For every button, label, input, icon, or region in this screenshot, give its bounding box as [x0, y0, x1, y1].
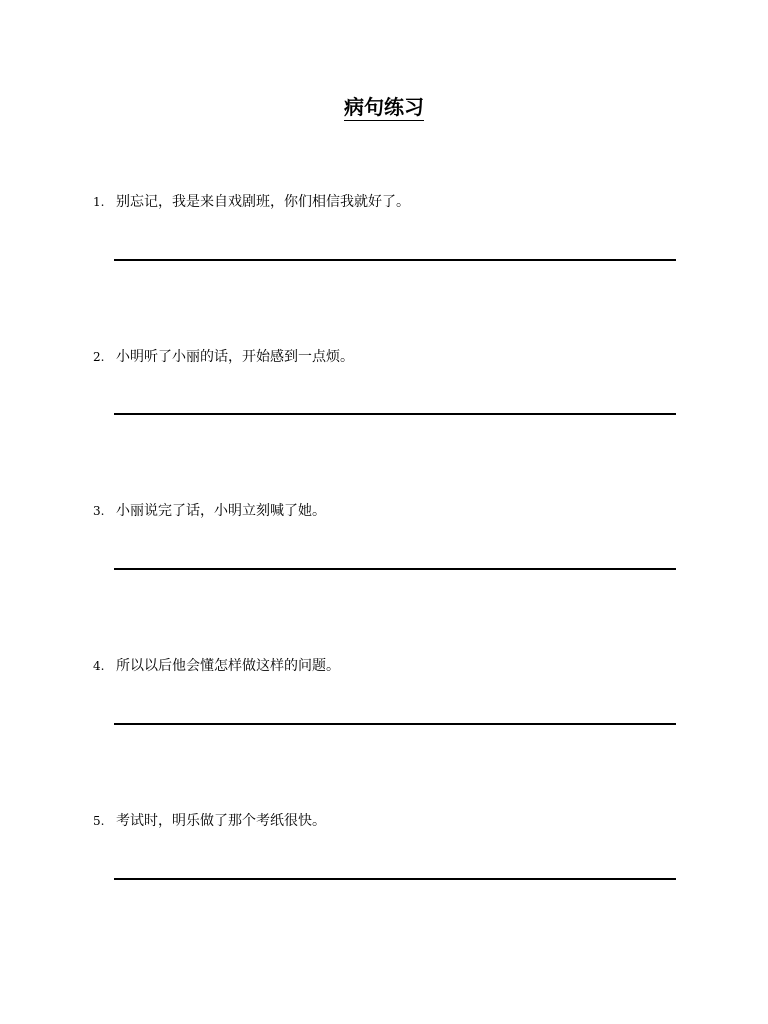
answer-line[interactable] [114, 413, 676, 415]
question-text: 小明听了小丽的话，开始感到一点烦。 [116, 349, 354, 365]
answer-line[interactable] [114, 878, 676, 880]
question-text: 考试时，明乐做了那个考纸很快。 [116, 813, 326, 829]
worksheet-title-text: 病句练习 [344, 95, 424, 119]
question-item-3 [0, 502, 768, 582]
answer-line[interactable] [114, 723, 676, 725]
question-item-5 [0, 812, 768, 892]
question-item-2 [0, 348, 768, 428]
question-number: 2. [93, 350, 105, 364]
question-number: 1. [93, 195, 105, 209]
question-text: 所以以后他会懂怎样做这样的问题。 [116, 658, 340, 674]
answer-line[interactable] [114, 259, 676, 261]
question-item-1 [0, 193, 768, 273]
question-text: 别忘记，我是来自戏剧班，你们相信我就好了。 [116, 194, 410, 210]
question-item-4 [0, 657, 768, 737]
answer-line[interactable] [114, 568, 676, 570]
worksheet-title [0, 94, 768, 121]
question-number: 5. [93, 814, 105, 828]
question-number: 3. [93, 504, 105, 518]
question-number: 4. [93, 659, 105, 673]
question-text: 小丽说完了话，小明立刻喊了她。 [116, 503, 326, 519]
